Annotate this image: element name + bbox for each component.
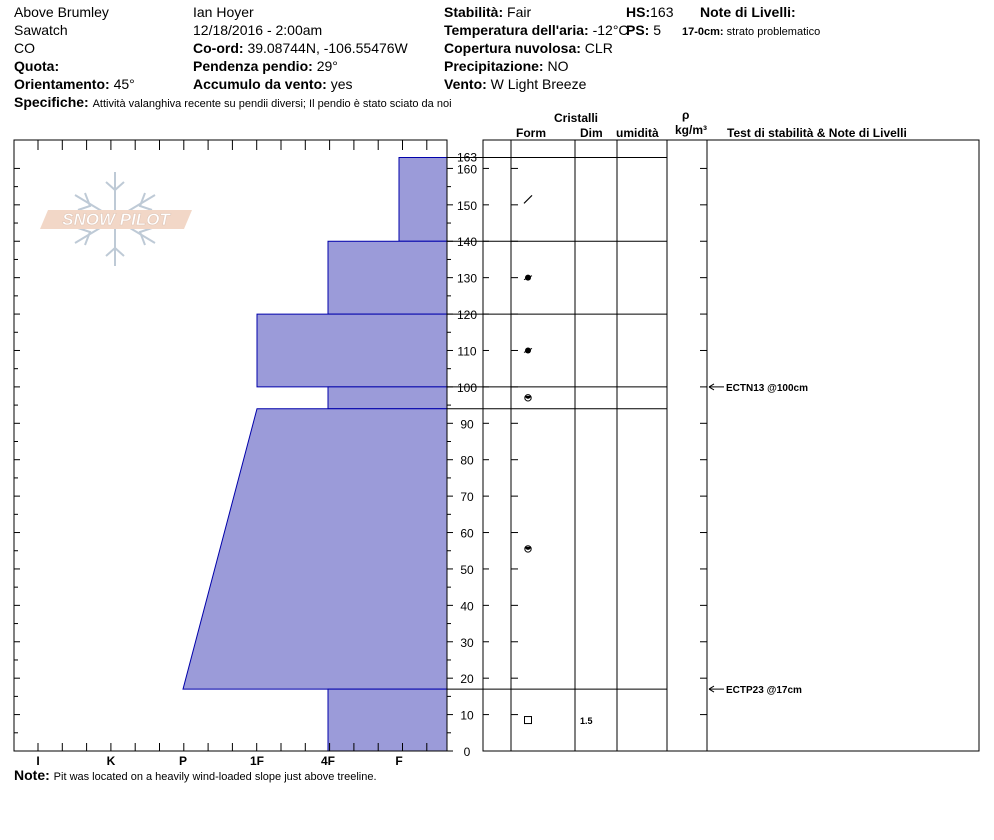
depth-label: 120: [456, 308, 478, 323]
location: Above Brumley: [14, 4, 109, 20]
snowpilot-logo: [40, 172, 192, 266]
range: Sawatch: [14, 22, 68, 38]
hardness-label: 1F: [249, 754, 265, 768]
layer-note-depth: 17-0cm:: [682, 26, 724, 38]
depth-label: 140: [456, 235, 478, 250]
coord-label: Co-ord:: [193, 40, 244, 56]
specifics-label: Specifiche:: [14, 94, 89, 110]
depth-label: 60: [460, 526, 474, 541]
note-text: Pit was located on a heavily wind-loaded slope just above treeline.: [53, 771, 377, 783]
datetime: 12/18/2016 - 2:00am: [193, 22, 323, 38]
depth-label: 30: [460, 635, 474, 650]
airtemp-value: -12°C: [592, 22, 629, 38]
depth-label: 80: [460, 453, 474, 468]
crystal-panel-frame: [483, 140, 979, 751]
depth-label: 50: [460, 562, 474, 577]
stability-test-label: ECTP23 @17cm: [726, 685, 802, 697]
depth-label: 10: [460, 708, 474, 723]
col-rho: ρ: [682, 108, 690, 122]
windload-label: Accumulo da vento:: [193, 76, 327, 92]
slope-label: Pendenza pendio:: [193, 58, 313, 74]
hardness-layer: [399, 158, 447, 242]
hardness-layer: [328, 689, 447, 751]
depth-label: 90: [460, 417, 474, 432]
grain-size-label: 1.5: [580, 716, 593, 727]
coord-value: 39.08744N, -106.55476W: [247, 40, 408, 56]
aspect-value: 45°: [113, 76, 135, 92]
col-dim: Dim: [580, 126, 603, 140]
depth-label: 110: [457, 344, 477, 359]
stability-test-label: ECTN13 @100cm: [726, 382, 809, 394]
col-moisture: umidità: [616, 126, 659, 140]
depth-label: 0: [463, 745, 471, 759]
mixed-forms-icon: [525, 547, 531, 550]
hardness-label: F: [395, 754, 403, 768]
depth-label: 20: [460, 672, 474, 687]
depth-top-label: 163: [456, 150, 478, 165]
hs-label: HS:: [626, 4, 651, 20]
sky-value: CLR: [584, 40, 613, 56]
depth-label: 40: [460, 599, 474, 614]
elevation-label: Quota:: [14, 58, 60, 74]
wind-value: W Light Breeze: [490, 76, 587, 92]
airtemp-label: Temperatura dell'aria:: [444, 22, 589, 38]
note-label: Note:: [14, 767, 50, 783]
depth-label: 100: [456, 380, 478, 395]
depth-label: 150: [456, 198, 478, 213]
ps-label: PS:: [626, 22, 650, 38]
logo-text: SNOW PILOT: [62, 210, 170, 229]
col-crystals: Cristalli: [554, 111, 599, 125]
depth-label: 160: [456, 162, 478, 177]
hardness-label: I: [36, 754, 40, 768]
faceted-crystals-icon: [525, 717, 532, 724]
col-tests: Test di stabilità & Note di Livelli: [727, 126, 907, 140]
hardness-layer: [257, 314, 447, 387]
stability-value: Fair: [507, 4, 532, 20]
slope-value: 29°: [316, 58, 338, 74]
ps-value: 5: [653, 22, 662, 38]
hardness-label: K: [106, 754, 116, 768]
hardness-layer: [183, 409, 447, 689]
specifics-text: Attività valanghiva recente su pendii diversi; Il pendio è stato sciato da noi: [92, 98, 452, 110]
hs-value: 163: [650, 4, 674, 20]
layer-notes-label: Note di Livelli:: [700, 4, 796, 20]
depth-label: 130: [456, 271, 478, 286]
precip-value: NO: [547, 58, 569, 74]
hardness-label: P: [178, 754, 188, 768]
aspect-label: Orientamento:: [14, 76, 110, 92]
state: CO: [14, 40, 35, 56]
wind-label: Vento:: [444, 76, 487, 92]
col-density-unit: kg/m³: [675, 123, 708, 137]
windload-value: yes: [330, 76, 353, 92]
layer-note-text: strato problematico: [726, 26, 821, 38]
hardness-label: 4F: [320, 754, 336, 768]
decomposed-fragments-icon: [524, 195, 532, 203]
precip-label: Precipitazione:: [444, 58, 544, 74]
hardness-layer: [328, 387, 447, 409]
depth-label: 70: [460, 490, 474, 505]
observer: Ian Hoyer: [193, 4, 254, 20]
stability-label: Stabilità:: [444, 4, 504, 20]
sky-label: Copertura nuvolosa:: [444, 40, 581, 56]
col-form: Form: [516, 126, 546, 140]
hardness-layer: [328, 241, 447, 314]
mixed-forms-icon: [525, 396, 531, 399]
